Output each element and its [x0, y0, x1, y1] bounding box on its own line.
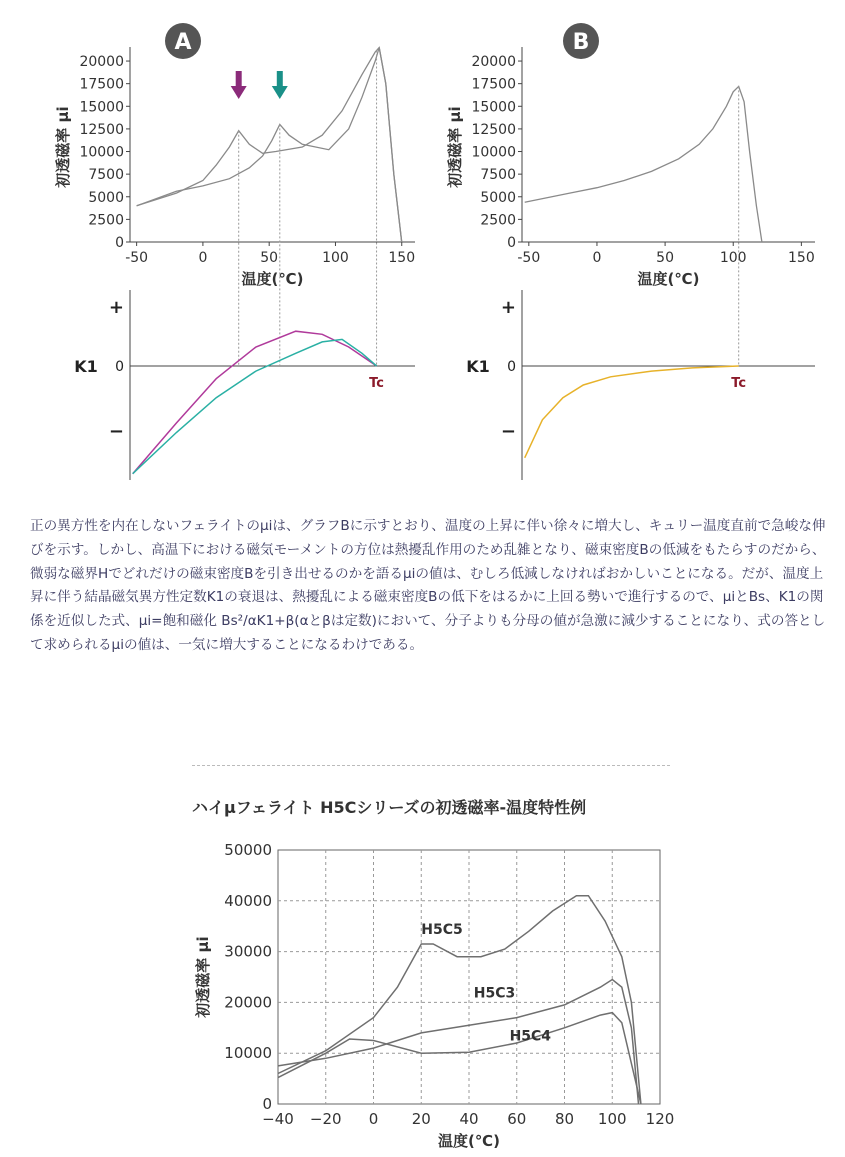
x-tick-label: 40	[459, 1110, 479, 1128]
x-axis-label: 温度(℃)	[637, 270, 700, 288]
x-axis-label: 温度(℃)	[241, 270, 304, 288]
y-tick-label: 2500	[480, 212, 516, 229]
y-tick-label: 10000	[224, 1044, 272, 1063]
teal-arrow	[272, 71, 288, 99]
k1-series-2	[133, 339, 377, 473]
y-tick-label: 15000	[471, 99, 516, 116]
x-tick-label: 80	[554, 1110, 575, 1128]
section-divider	[192, 765, 670, 766]
x-tick-label: 0	[368, 1110, 379, 1128]
chart-h5c	[194, 841, 674, 1150]
k1-zero-label: 0	[115, 359, 124, 375]
series-line-1	[525, 86, 762, 242]
figure-ab	[0, 0, 845, 500]
y-tick-label: 12500	[471, 121, 516, 138]
y-tick-label: 10000	[471, 144, 516, 161]
x-tick-label: 150	[788, 250, 815, 266]
k1-plus-label: +	[500, 297, 516, 318]
x-axis-label: 温度(℃)	[438, 1132, 500, 1150]
y-tick-label: 30000	[224, 942, 272, 961]
badge-label: A	[174, 30, 192, 55]
x-tick-label: 100	[322, 250, 349, 266]
x-tick-label: 50	[656, 250, 675, 266]
x-tick-label: −20	[309, 1110, 342, 1128]
x-tick-label: 150	[388, 250, 416, 266]
k1-zero-label: 0	[507, 359, 516, 375]
x-tick-label: −40	[262, 1110, 294, 1128]
body-paragraph: 正の異方性を内在しないフェライトのμiは、グラフBに示すとおり、温度の上昇に伴い徐々に増大し、キュリー温度直前で急峻な伸びを示す。しかし、高温下における磁気モーメントの方位は熱擾乱作用のため乱雑となり、磁束密度Bの低減をもたらすのだから、微弱な磁界Hでどれだけの磁束密度Bを引き出せるのかを語るμiの値は、むしろ低減しなければおかしいことになる。だが、温度上昇に伴う結晶磁気異方性定数K1の衰退は、熱擾乱による磁束密度Bの低下をはるかに上回る勢いで進行するので、μiとBs、K1の関係を近似した式、μi=飽和磁化 Bs²/αK1+β(αとβは定数)において、分子よりも分母の値が急激に減少することになり、式の答として求められるμiの値は、一気に増大することになるわけである。	[30, 518, 826, 653]
x-tick-label: 100	[597, 1110, 627, 1128]
y-tick-label: 40000	[224, 891, 272, 910]
y-tick-label: 7500	[88, 167, 124, 184]
series-line-2	[137, 48, 402, 243]
y-tick-label: 20000	[224, 993, 272, 1012]
y-tick-label: 10000	[79, 144, 124, 161]
tc-label: Tc	[731, 376, 747, 391]
k1-plus-label: +	[108, 297, 124, 318]
y-axis-label: 初透磁率 μi	[54, 106, 72, 188]
y-tick-label: 17500	[471, 76, 516, 93]
k1-series-1	[525, 366, 739, 458]
h5c-chart-title: ハイμフェライト H5Cシリーズの初透磁率-温度特性例	[192, 798, 587, 817]
chart-b	[446, 23, 815, 288]
series-label-h5c3: H5C3	[473, 985, 516, 1002]
k1-minus-label: −	[108, 421, 124, 442]
x-tick-label: -50	[125, 250, 149, 266]
y-tick-label: 17500	[79, 76, 124, 93]
k1-series-1	[133, 331, 377, 474]
k1-axis-label: K1	[466, 357, 490, 376]
purple-arrow	[231, 71, 247, 99]
y-tick-label: 5000	[480, 189, 516, 206]
figure-h5c	[180, 830, 700, 1155]
tc-label: Tc	[369, 376, 384, 391]
badge-label: B	[572, 30, 590, 55]
x-tick-label: 0	[198, 250, 208, 266]
x-tick-label: 120	[645, 1110, 675, 1128]
y-axis-label: 初透磁率 μi	[446, 106, 464, 188]
series-label-h5c5: H5C5	[421, 921, 463, 938]
y-tick-label: 15000	[79, 99, 124, 116]
x-tick-label: -50	[517, 250, 541, 266]
y-axis-label: 初透磁率 μi	[194, 936, 212, 1018]
y-tick-label: 7500	[480, 167, 516, 184]
y-tick-label: 0	[115, 235, 124, 251]
x-tick-label: 0	[592, 250, 602, 266]
y-tick-label: 12500	[79, 121, 124, 138]
y-tick-label: 50000	[224, 841, 272, 859]
x-tick-label: 100	[719, 250, 747, 266]
y-tick-label: 0	[507, 235, 516, 251]
k1-minus-label: −	[500, 421, 516, 442]
x-tick-label: 60	[507, 1110, 527, 1128]
chart-a	[54, 23, 415, 288]
y-tick-label: 0	[262, 1095, 272, 1113]
y-tick-label: 20000	[79, 54, 124, 71]
x-tick-label: 20	[411, 1110, 431, 1128]
y-tick-label: 20000	[471, 54, 516, 71]
series-label-h5c4: H5C4	[509, 1028, 552, 1045]
y-tick-label: 5000	[88, 189, 124, 206]
y-tick-label: 2500	[88, 212, 124, 229]
x-tick-label: 50	[260, 250, 279, 266]
k1-axis-label: K1	[74, 357, 98, 376]
